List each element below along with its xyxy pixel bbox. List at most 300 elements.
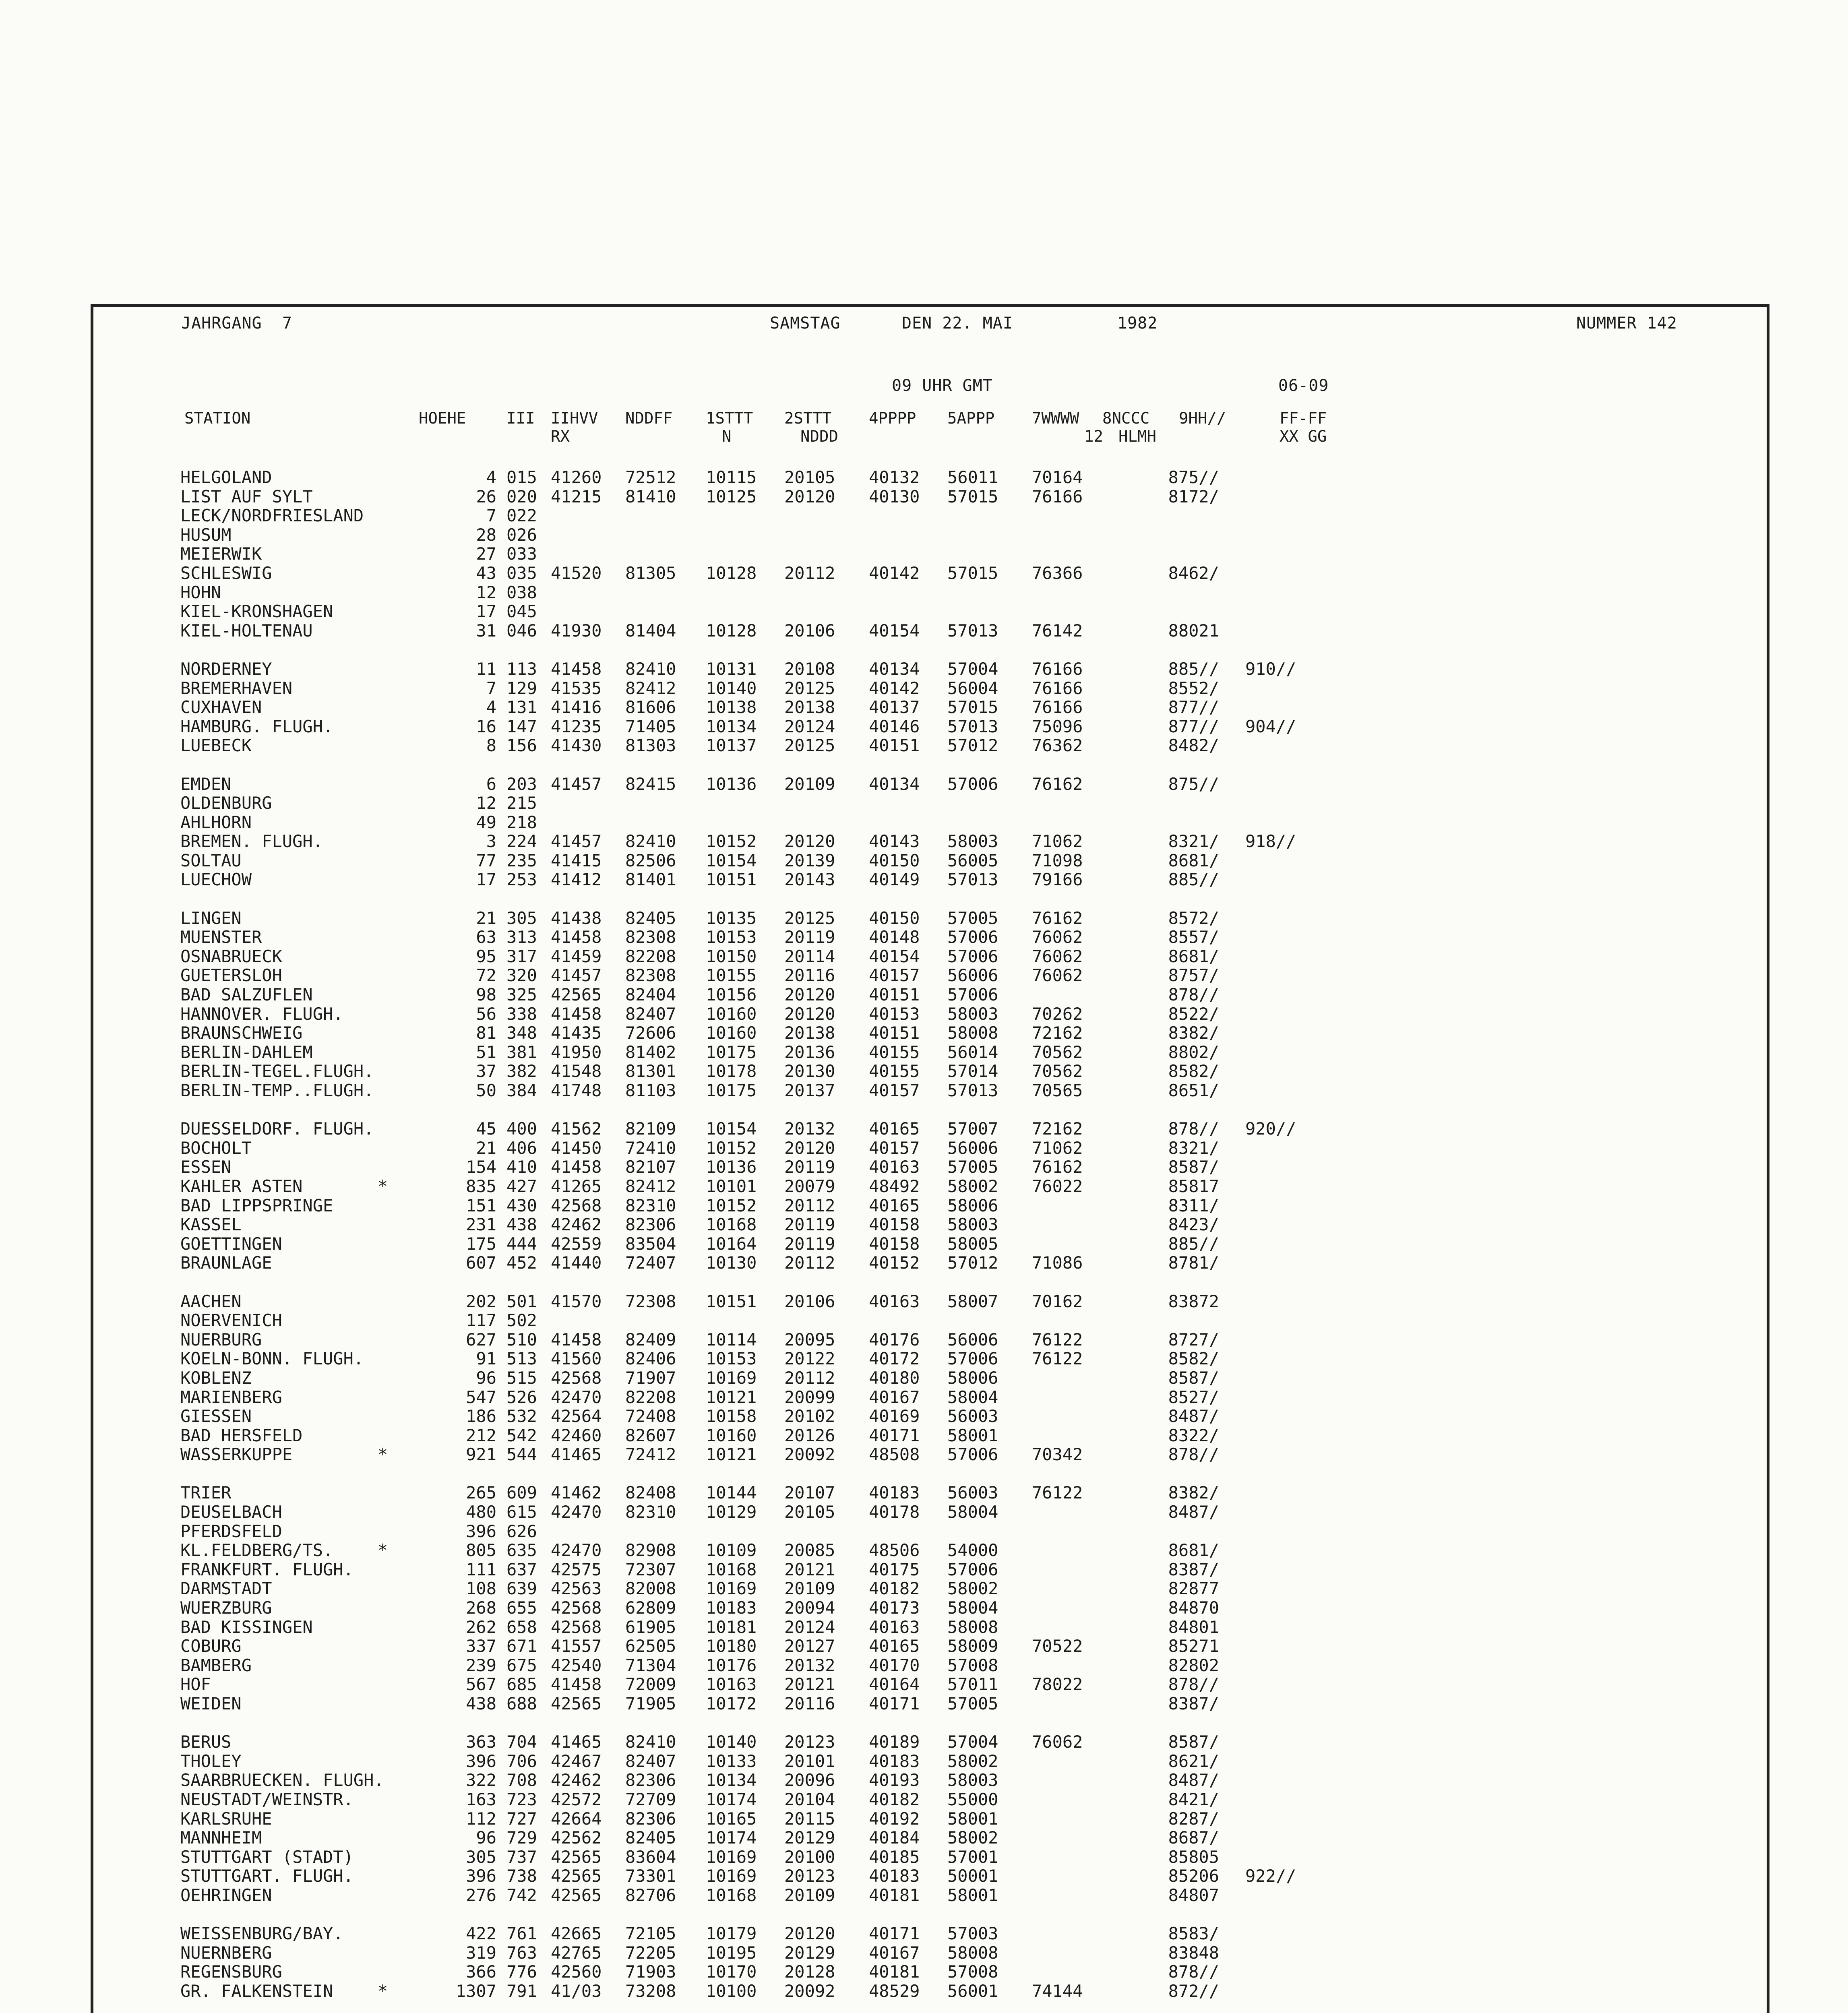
- data-cell: 57013: [947, 716, 998, 736]
- station-number: 544: [506, 1445, 537, 1465]
- data-cell: 8621/: [1168, 1751, 1219, 1771]
- data-cell: 70565: [1032, 1081, 1083, 1100]
- station-number: 320: [506, 965, 537, 986]
- data-cell: 40153: [869, 1004, 920, 1024]
- station-height: 51: [476, 1042, 496, 1062]
- data-cell: 81301: [625, 1061, 676, 1081]
- data-cell: 10115: [706, 467, 757, 487]
- station-name: NEUSTADT/WEINSTR.: [180, 1789, 353, 1809]
- data-cell: 10163: [706, 1674, 757, 1695]
- station-height: 95: [476, 946, 496, 966]
- data-cell: 58001: [947, 1425, 998, 1445]
- issue-number: NUMMER 142: [1576, 314, 1677, 333]
- data-cell: 56014: [947, 1042, 998, 1062]
- data-cell: 40152: [869, 1253, 920, 1273]
- data-cell: 57001: [947, 1847, 998, 1867]
- data-cell: 40163: [869, 1617, 920, 1637]
- data-cell: 42560: [551, 1962, 602, 1982]
- data-cell: 82408: [625, 1483, 676, 1503]
- data-cell: 10168: [706, 1215, 757, 1235]
- data-cell: 58003: [947, 831, 998, 851]
- station-height: 12: [476, 582, 496, 602]
- data-cell: 20136: [784, 1042, 835, 1062]
- data-cell: 20143: [784, 870, 835, 890]
- data-cell: 81303: [625, 736, 676, 756]
- data-cell: 922//: [1245, 1866, 1296, 1886]
- station-name: SAARBRUECKEN. FLUGH.: [180, 1770, 384, 1790]
- data-cell: 10152: [706, 1195, 757, 1215]
- data-cell: 10178: [706, 1061, 757, 1081]
- station-height: 26: [476, 486, 496, 506]
- data-cell: 40175: [869, 1559, 920, 1579]
- data-cell: 41438: [551, 908, 602, 928]
- data-cell: 58004: [947, 1502, 998, 1522]
- station-name: KOBLENZ: [180, 1368, 252, 1388]
- station-number: 400: [506, 1119, 537, 1139]
- jahrgang-label: JAHRGANG 7: [181, 314, 292, 333]
- data-cell: 20104: [784, 1789, 835, 1809]
- station-number: 203: [506, 774, 537, 794]
- station-number: 655: [506, 1598, 537, 1618]
- station-name: AACHEN: [180, 1291, 242, 1311]
- data-cell: 20112: [784, 563, 835, 583]
- data-cell: 40137: [869, 697, 920, 717]
- station-name: WEIDEN: [180, 1694, 242, 1713]
- station-name: MANNHEIM: [180, 1828, 262, 1848]
- station-height: 17: [476, 601, 496, 622]
- data-cell: 10101: [706, 1176, 757, 1196]
- station-number: 444: [506, 1234, 537, 1254]
- data-cell: 81103: [625, 1081, 676, 1100]
- data-cell: 10179: [706, 1924, 757, 1944]
- data-cell: 81402: [625, 1042, 676, 1062]
- data-cell: 40150: [869, 850, 920, 870]
- data-cell: 82306: [625, 1770, 676, 1790]
- data-cell: 40149: [869, 870, 920, 890]
- data-cell: 40154: [869, 946, 920, 966]
- data-cell: 82306: [625, 1808, 676, 1829]
- data-cell: 41458: [551, 1329, 602, 1350]
- data-cell: 40185: [869, 1847, 920, 1867]
- station-number: 215: [506, 793, 537, 813]
- data-cell: 40142: [869, 678, 920, 698]
- data-cell: 8482/: [1168, 736, 1219, 756]
- station-number: 526: [506, 1387, 537, 1407]
- data-cell: 20112: [784, 1253, 835, 1273]
- station-number: 502: [506, 1310, 537, 1331]
- data-cell: 57008: [947, 1655, 998, 1675]
- data-cell: 8781/: [1168, 1253, 1219, 1273]
- data-cell: 56003: [947, 1406, 998, 1426]
- data-cell: 10152: [706, 831, 757, 851]
- data-cell: 78022: [1032, 1674, 1083, 1695]
- data-cell: 58009: [947, 1636, 998, 1656]
- data-cell: 8487/: [1168, 1406, 1219, 1426]
- data-cell: 10169: [706, 1847, 757, 1867]
- station-height: 438: [466, 1694, 496, 1713]
- data-cell: 20130: [784, 1061, 835, 1081]
- mountain-marker: *: [378, 1540, 388, 1560]
- data-cell: 10151: [706, 1291, 757, 1311]
- data-cell: 40165: [869, 1195, 920, 1215]
- data-cell: 42665: [551, 1924, 602, 1944]
- station-name: DEUSELBACH: [180, 1502, 282, 1522]
- data-cell: 40151: [869, 736, 920, 756]
- data-cell: 10138: [706, 697, 757, 717]
- data-cell: 62809: [625, 1598, 676, 1618]
- data-cell: 8582/: [1168, 1061, 1219, 1081]
- data-cell: 82409: [625, 1329, 676, 1350]
- data-cell: 8487/: [1168, 1770, 1219, 1790]
- data-cell: 10169: [706, 1866, 757, 1886]
- station-height: 627: [466, 1329, 496, 1350]
- data-cell: 20132: [784, 1655, 835, 1675]
- station-number: 033: [506, 544, 537, 564]
- col-1sttt-sub: N: [722, 428, 732, 446]
- station-name: KARLSRUHE: [180, 1808, 272, 1829]
- data-cell: 41430: [551, 736, 602, 756]
- station-height: 45: [476, 1119, 496, 1139]
- data-cell: 82706: [625, 1885, 676, 1905]
- station-height: 202: [466, 1291, 496, 1311]
- data-cell: 76122: [1032, 1349, 1083, 1369]
- data-cell: 56004: [947, 678, 998, 698]
- data-cell: 10140: [706, 678, 757, 698]
- station-number: 406: [506, 1138, 537, 1158]
- data-cell: 72009: [625, 1674, 676, 1695]
- data-cell: 41459: [551, 946, 602, 966]
- station-name: WEISSENBURG/BAY.: [180, 1924, 343, 1944]
- data-cell: 42470: [551, 1502, 602, 1522]
- data-cell: 20100: [784, 1847, 835, 1867]
- data-cell: 20120: [784, 1004, 835, 1024]
- data-cell: 41458: [551, 927, 602, 947]
- data-cell: 40172: [869, 1349, 920, 1369]
- data-cell: 57015: [947, 563, 998, 583]
- station-height: 212: [466, 1425, 496, 1445]
- data-cell: 10174: [706, 1828, 757, 1848]
- station-name: EMDEN: [180, 774, 232, 794]
- station-name: GOETTINGEN: [180, 1234, 282, 1254]
- station-height: 6: [486, 774, 496, 794]
- data-cell: 71062: [1032, 831, 1083, 851]
- data-cell: 42565: [551, 1885, 602, 1905]
- data-cell: 20126: [784, 1425, 835, 1445]
- data-cell: 56011: [947, 467, 998, 487]
- station-height: 96: [476, 1368, 496, 1388]
- station-height: 12: [476, 793, 496, 813]
- data-cell: 40189: [869, 1732, 920, 1752]
- data-cell: 72162: [1032, 1023, 1083, 1043]
- station-number: 438: [506, 1215, 537, 1235]
- station-name: GR. FALKENSTEIN: [180, 1981, 333, 2001]
- data-cell: 79166: [1032, 870, 1083, 890]
- data-cell: 58001: [947, 1808, 998, 1829]
- data-cell: 57006: [947, 1445, 998, 1465]
- col-1sttt: 1STTT: [706, 409, 753, 428]
- data-cell: 48529: [869, 1981, 920, 2001]
- data-cell: 72410: [625, 1138, 676, 1158]
- station-height: 805: [466, 1540, 496, 1560]
- col-iihvv: IIHVV: [551, 409, 598, 428]
- data-cell: 82404: [625, 985, 676, 1005]
- data-cell: 20079: [784, 1176, 835, 1196]
- data-cell: 72606: [625, 1023, 676, 1043]
- data-cell: 8557/: [1168, 927, 1219, 947]
- data-cell: 41215: [551, 486, 602, 506]
- data-cell: 8387/: [1168, 1694, 1219, 1713]
- data-cell: 82877: [1168, 1579, 1219, 1599]
- data-cell: 82412: [625, 1176, 676, 1196]
- data-cell: 40158: [869, 1234, 920, 1254]
- data-cell: 58004: [947, 1387, 998, 1407]
- col-station: STATION: [184, 409, 251, 428]
- station-number: 615: [506, 1502, 537, 1522]
- data-cell: 10100: [706, 1981, 757, 2001]
- data-cell: 10136: [706, 774, 757, 794]
- col-8nccc-sub: HLMH: [1118, 428, 1156, 446]
- station-height: 4: [486, 467, 496, 487]
- station-height: 11: [476, 659, 496, 679]
- station-name: LINGEN: [180, 908, 242, 928]
- station-name: CUXHAVEN: [180, 697, 262, 717]
- data-cell: 8423/: [1168, 1215, 1219, 1235]
- station-number: 761: [506, 1924, 537, 1944]
- data-cell: 10121: [706, 1445, 757, 1465]
- data-cell: 40181: [869, 1962, 920, 1982]
- data-cell: 20124: [784, 1617, 835, 1637]
- data-cell: 84801: [1168, 1617, 1219, 1637]
- station-height: 27: [476, 544, 496, 564]
- data-cell: 57014: [947, 1061, 998, 1081]
- station-height: 1307: [455, 1981, 496, 2001]
- data-cell: 82407: [625, 1004, 676, 1024]
- data-cell: 10180: [706, 1636, 757, 1656]
- station-number: 501: [506, 1291, 537, 1311]
- col-ffff-sub: XX GG: [1280, 428, 1327, 446]
- data-cell: 57004: [947, 1732, 998, 1752]
- station-number: 675: [506, 1655, 537, 1675]
- data-cell: 10134: [706, 716, 757, 736]
- station-number: 635: [506, 1540, 537, 1560]
- station-number: 510: [506, 1329, 537, 1350]
- data-cell: 57007: [947, 1119, 998, 1139]
- data-cell: 10156: [706, 985, 757, 1005]
- data-cell: 76122: [1032, 1483, 1083, 1503]
- station-name: NUERNBERG: [180, 1943, 272, 1963]
- data-cell: 42575: [551, 1559, 602, 1579]
- station-number: 609: [506, 1483, 537, 1503]
- data-cell: 40165: [869, 1119, 920, 1139]
- data-cell: 76162: [1032, 908, 1083, 928]
- station-height: 480: [466, 1502, 496, 1522]
- station-height: 81: [476, 1023, 496, 1043]
- station-number: 382: [506, 1061, 537, 1081]
- station-number: 325: [506, 985, 537, 1005]
- data-cell: 40184: [869, 1828, 920, 1848]
- station-height: 422: [466, 1924, 496, 1944]
- station-height: 151: [466, 1195, 496, 1215]
- data-cell: 878//: [1168, 1962, 1219, 1982]
- data-cell: 20102: [784, 1406, 835, 1426]
- data-cell: 878//: [1168, 985, 1219, 1005]
- station-name: PFERDSFELD: [180, 1521, 282, 1541]
- data-cell: 82405: [625, 1828, 676, 1848]
- data-cell: 57013: [947, 620, 998, 641]
- data-cell: 8802/: [1168, 1042, 1219, 1062]
- data-cell: 10183: [706, 1598, 757, 1618]
- station-number: 156: [506, 736, 537, 756]
- data-cell: 40176: [869, 1329, 920, 1350]
- col-7wwww-sub: 12: [1084, 428, 1103, 446]
- data-cell: 41548: [551, 1061, 602, 1081]
- station-height: 337: [466, 1636, 496, 1656]
- data-cell: 70262: [1032, 1004, 1083, 1024]
- station-name: GUETERSLOH: [180, 965, 282, 986]
- station-name: HOHN: [180, 582, 221, 602]
- station-height: 72: [476, 965, 496, 986]
- data-cell: 41930: [551, 620, 602, 641]
- data-cell: 40167: [869, 1387, 920, 1407]
- data-cell: 20099: [784, 1387, 835, 1407]
- data-cell: 58004: [947, 1598, 998, 1618]
- data-cell: 58008: [947, 1617, 998, 1637]
- data-cell: 20139: [784, 850, 835, 870]
- data-cell: 58008: [947, 1023, 998, 1043]
- data-cell: 40182: [869, 1789, 920, 1809]
- data-cell: 10181: [706, 1617, 757, 1637]
- data-cell: 20112: [784, 1368, 835, 1388]
- data-cell: 72709: [625, 1789, 676, 1809]
- station-number: 046: [506, 620, 537, 641]
- data-cell: 42568: [551, 1598, 602, 1618]
- station-name: KAHLER ASTEN: [180, 1176, 303, 1196]
- station-name: BREMERHAVEN: [180, 678, 293, 698]
- data-cell: 58003: [947, 1004, 998, 1024]
- data-cell: 41440: [551, 1253, 602, 1273]
- data-cell: 8681/: [1168, 1540, 1219, 1560]
- data-cell: 85206: [1168, 1866, 1219, 1886]
- station-number: 026: [506, 525, 537, 545]
- data-cell: 8681/: [1168, 946, 1219, 966]
- station-height: 16: [476, 716, 496, 736]
- data-cell: 20125: [784, 908, 835, 928]
- data-cell: 82406: [625, 1349, 676, 1369]
- station-number: 688: [506, 1694, 537, 1713]
- data-cell: 20120: [784, 831, 835, 851]
- data-cell: 82405: [625, 908, 676, 928]
- data-cell: 58007: [947, 1291, 998, 1311]
- data-cell: 85271: [1168, 1636, 1219, 1656]
- station-name: KIEL-KRONSHAGEN: [180, 601, 333, 622]
- data-cell: 8527/: [1168, 1387, 1219, 1407]
- data-cell: 82008: [625, 1579, 676, 1599]
- station-number: 147: [506, 716, 537, 736]
- station-name: OEHRINGEN: [180, 1885, 272, 1905]
- data-cell: 872//: [1168, 1981, 1219, 2001]
- station-height: 154: [466, 1157, 496, 1177]
- data-cell: 10160: [706, 1023, 757, 1043]
- station-number: 763: [506, 1943, 537, 1963]
- data-cell: 55000: [947, 1789, 998, 1809]
- data-cell: 10172: [706, 1694, 757, 1713]
- station-height: 396: [466, 1521, 496, 1541]
- data-cell: 71405: [625, 716, 676, 736]
- data-cell: 20106: [784, 620, 835, 641]
- data-cell: 41260: [551, 467, 602, 487]
- data-cell: 82407: [625, 1751, 676, 1771]
- data-cell: 41748: [551, 1081, 602, 1100]
- data-cell: 40154: [869, 620, 920, 641]
- data-cell: 40164: [869, 1674, 920, 1695]
- data-cell: 76166: [1032, 486, 1083, 506]
- station-height: 49: [476, 812, 496, 832]
- station-number: 742: [506, 1885, 537, 1905]
- station-name: LECK/NORDFRIESLAND: [180, 506, 364, 526]
- data-cell: 56003: [947, 1483, 998, 1503]
- data-cell: 878//: [1168, 1119, 1219, 1139]
- station-height: 276: [466, 1885, 496, 1905]
- data-cell: 40132: [869, 467, 920, 487]
- station-number: 532: [506, 1406, 537, 1426]
- station-number: 035: [506, 563, 537, 583]
- data-cell: 10160: [706, 1004, 757, 1024]
- data-cell: 20101: [784, 1751, 835, 1771]
- data-cell: 61905: [625, 1617, 676, 1637]
- data-cell: 20119: [784, 1234, 835, 1254]
- data-cell: 8651/: [1168, 1081, 1219, 1100]
- data-cell: 8587/: [1168, 1732, 1219, 1752]
- data-cell: 41416: [551, 697, 602, 717]
- station-name: BERLIN-TEMP..FLUGH.: [180, 1081, 374, 1100]
- station-height: 366: [466, 1962, 496, 1982]
- station-name: BAMBERG: [180, 1655, 252, 1675]
- data-cell: 8462/: [1168, 563, 1219, 583]
- data-cell: 20128: [784, 1962, 835, 1982]
- data-cell: 42470: [551, 1387, 602, 1407]
- station-height: 363: [466, 1732, 496, 1752]
- data-cell: 40170: [869, 1655, 920, 1675]
- data-cell: 20120: [784, 1138, 835, 1158]
- station-number: 708: [506, 1770, 537, 1790]
- station-height: 28: [476, 525, 496, 545]
- station-name: BRAUNSCHWEIG: [180, 1023, 303, 1043]
- data-cell: 20109: [784, 1579, 835, 1599]
- data-cell: 20105: [784, 467, 835, 487]
- station-height: 21: [476, 908, 496, 928]
- data-cell: 10158: [706, 1406, 757, 1426]
- station-name: GIESSEN: [180, 1406, 252, 1426]
- data-cell: 20124: [784, 716, 835, 736]
- data-cell: 41458: [551, 1674, 602, 1695]
- data-cell: 10150: [706, 946, 757, 966]
- data-cell: 20137: [784, 1081, 835, 1100]
- data-cell: 71098: [1032, 850, 1083, 870]
- station-name: THOLEY: [180, 1751, 242, 1771]
- data-cell: 42565: [551, 985, 602, 1005]
- col-8nccc: 8NCCC: [1102, 409, 1150, 428]
- data-cell: 20138: [784, 1023, 835, 1043]
- data-cell: 40157: [869, 1081, 920, 1100]
- data-cell: 40143: [869, 831, 920, 851]
- station-height: 186: [466, 1406, 496, 1426]
- data-cell: 20120: [784, 985, 835, 1005]
- data-cell: 20119: [784, 927, 835, 947]
- data-cell: 20114: [784, 946, 835, 966]
- data-cell: 42664: [551, 1808, 602, 1829]
- data-cell: 40182: [869, 1579, 920, 1599]
- data-cell: 41458: [551, 1157, 602, 1177]
